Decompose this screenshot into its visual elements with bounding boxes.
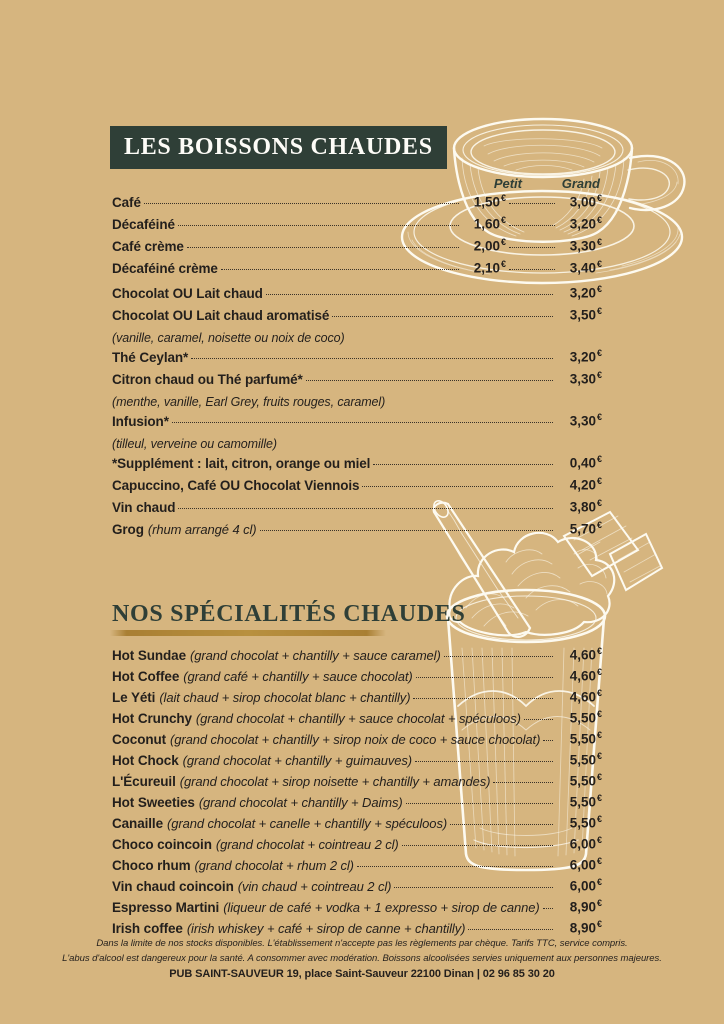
dotted-leader [221,269,459,270]
menu-item-name: Espresso Martini [112,899,220,915]
currency-symbol: € [500,237,506,247]
menu-item-description: (grand café + chantilly + sauce chocolat) [183,668,413,684]
currency-symbol: € [596,193,602,203]
menu-item-name: Vin chaud [112,499,176,515]
menu-item-price: 4,60€ [569,688,602,705]
menu-item-description: (grand chocolat + sirop noisette + chantilly + amandes) [179,773,491,789]
footer-address: PUB SAINT-SAUVEUR 19, place Saint-Sauveur 22100 Dinan | 02 96 85 30 20 [169,968,555,980]
menu-item-name: Infusion* [112,413,169,429]
currency-symbol: € [596,476,602,486]
menu-item-description: (grand chocolat + cointreau 2 cl) [215,836,399,852]
menu-item-description: (irish whiskey + café + sirop de canne + chantilly) [186,920,466,936]
menu-item-name: Hot Coffee [112,668,180,684]
menu-row [112,412,602,434]
menu-item-price: 3,30€ [569,412,602,429]
menu-row [112,520,602,542]
menu-item-name: Canaille [112,815,163,831]
dotted-leader [394,887,553,888]
menu-item-price: 3,30€ [569,370,602,387]
menu-row [112,814,602,835]
currency-symbol: € [596,454,602,464]
menu-item-price: 8,90€ [569,898,602,915]
menu-item-price: 5,50€ [569,709,602,726]
footer [0,936,724,983]
currency-symbol: € [596,877,602,887]
dotted-leader [543,908,553,909]
menu-item-description: (grand chocolat + chantilly + sirop noix de coco + sauce chocolat) [170,731,541,747]
currency-symbol: € [596,259,602,269]
dotted-leader [450,824,553,825]
menu-item-description: (grand chocolat + chantilly + guimauves) [182,752,413,768]
menu-item-description: (grand chocolat + chantilly + Daims) [198,794,403,810]
menu-item-price: 4,60€ [569,667,602,684]
menu-item-name: Hot Chock [112,752,179,768]
currency-symbol: € [596,646,602,656]
menu-item-price: 8,90€ [569,919,602,936]
menu-row [112,877,602,898]
menu-item-price: 5,70€ [569,520,602,537]
currency-symbol: € [500,215,506,225]
menu-item-note: (vanille, caramel, noisette ou noix de coco) [112,331,345,345]
menu-row [112,284,602,306]
menu-row [112,772,602,793]
menu-row [112,215,602,237]
menu-item-name: Choco coincoin [112,836,212,852]
menu-item-price: 6,00€ [569,856,602,873]
menu-item-name: Café [112,194,141,210]
menu-item-name: Chocolat OU Lait chaud aromatisé [112,307,330,323]
dotted-leader [260,530,554,531]
currency-symbol: € [596,412,602,422]
currency-symbol: € [596,215,602,225]
menu-item-name: Capuccino, Café OU Chocolat Viennois [112,477,360,493]
currency-symbol: € [596,814,602,824]
menu-item-name: Hot Sweeties [112,794,195,810]
menu-item-description: (lait chaud + sirop chocolat blanc + chantilly) [159,689,411,705]
dotted-leader [191,358,553,359]
dotted-leader [144,203,459,204]
section-title-boissons-chaudes: LES BOISSONS CHAUDES [110,126,447,169]
currency-symbol: € [596,730,602,740]
autres-boissons-chaudes-list [112,284,602,542]
menu-row [112,667,602,688]
menu-item-note: (tilleul, verveine ou camomille) [112,437,277,451]
menu-row [112,306,602,328]
dotted-leader [509,225,555,226]
dotted-leader [524,719,553,720]
menu-row [112,454,602,476]
dotted-leader [415,761,553,762]
menu-item-name: L'Écureuil [112,773,176,789]
menu-item-price: 6,00€ [569,877,602,894]
currency-symbol: € [596,237,602,247]
menu-row [112,688,602,709]
dotted-leader [362,486,553,487]
dotted-leader [357,866,553,867]
section-title-underline-rule [110,630,386,636]
column-header-petit: Petit [493,176,522,191]
currency-symbol: € [596,284,602,294]
menu-item-price-petit: 1,50€ [473,193,506,210]
menu-item-price: 5,50€ [569,793,602,810]
menu-item-name: Le Yéti [112,689,156,705]
menu-item-price: 5,50€ [569,772,602,789]
menu-item-price: 0,40€ [569,454,602,471]
menu-item-price-grand: 3,40€ [569,259,602,276]
menu-item-description: (liqueur de café + vodka + 1 expresso + sirop de canne) [223,899,540,915]
menu-item-name: Chocolat OU Lait chaud [112,285,263,301]
menu-item-price-petit: 2,00€ [473,237,506,254]
currency-symbol: € [596,835,602,845]
menu-item-name: Décaféiné [112,216,175,232]
menu-item-name: Irish coffee [112,920,183,936]
menu-item-description: (rhum arrangé 4 cl) [147,521,257,537]
dotted-leader [178,225,459,226]
dotted-leader [416,677,553,678]
dotted-leader [543,740,553,741]
menu-item-price-petit: 1,60€ [473,215,506,232]
menu-row [112,856,602,877]
section-title-specialites-chaudes: NOS SPÉCIALITÉS CHAUDES [112,601,466,627]
menu-row [112,793,602,814]
menu-item-description: (grand chocolat + chantilly + sauce caramel) [190,647,441,663]
dotted-leader [402,845,553,846]
menu-item-name: Café crème [112,238,184,254]
footer-legal-line-1: Dans la limite de nos stocks disponibles. L'établissement n'accepte pas les règlements par chèque. Tarifs TTC, service compris. [96,938,628,949]
menu-row [112,751,602,772]
currency-symbol: € [596,793,602,803]
menu-item-description: (grand chocolat + canelle + chantilly + spéculoos) [166,815,448,831]
menu-item-price-petit: 2,10€ [473,259,506,276]
menu-item-price: 3,50€ [569,306,602,323]
menu-row [112,348,602,370]
menu-item-price-grand: 3,20€ [569,215,602,232]
menu-row [112,498,602,520]
dotted-leader [468,929,553,930]
menu-row [112,476,602,498]
dotted-leader [332,316,553,317]
currency-symbol: € [596,772,602,782]
menu-row [112,730,602,751]
currency-symbol: € [596,370,602,380]
currency-symbol: € [596,919,602,929]
menu-item-price: 4,20€ [569,476,602,493]
currency-symbol: € [596,898,602,908]
menu-item-price: 5,50€ [569,730,602,747]
menu-item-name: Vin chaud coincoin [112,878,234,894]
menu-item-name: Décaféiné crème [112,260,218,276]
menu-item-price: 6,00€ [569,835,602,852]
footer-legal-line-2: L'abus d'alcool est dangereux pour la santé. A consommer avec modération. Boissons alcoolisées servies uniquement aux personnes majeures. [62,953,662,964]
currency-symbol: € [596,667,602,677]
dotted-leader [406,803,553,804]
dotted-leader [509,269,555,270]
menu-item-name: Coconut [112,731,167,747]
dotted-leader [373,464,553,465]
dotted-leader [172,422,553,423]
dotted-leader [444,656,553,657]
dotted-leader [306,380,553,381]
currency-symbol: € [596,348,602,358]
menu-row [112,237,602,259]
menu-row [112,898,602,919]
menu-row [112,835,602,856]
menu-item-price-grand: 3,30€ [569,237,602,254]
dotted-leader [187,247,459,248]
dotted-leader [266,294,553,295]
menu-row [112,193,602,215]
menu-item-price: 3,20€ [569,348,602,365]
menu-row [112,370,602,392]
specialites-chaudes-list [112,646,602,940]
currency-symbol: € [596,498,602,508]
menu-item-price: 3,20€ [569,284,602,301]
currency-symbol: € [500,259,506,269]
menu-item-price: 3,80€ [569,498,602,515]
menu-item-name: Grog [112,521,144,537]
menu-row [112,259,602,281]
menu-item-name: *Supplément : lait, citron, orange ou miel [112,455,371,471]
menu-item-name: Hot Crunchy [112,710,192,726]
cafes-price-list [112,193,602,281]
menu-item-name: Hot Sundae [112,647,187,663]
currency-symbol: € [596,520,602,530]
dotted-leader [493,782,553,783]
currency-symbol: € [596,856,602,866]
currency-symbol: € [596,688,602,698]
menu-row [112,646,602,667]
dotted-leader [509,203,555,204]
menu-item-name: Choco rhum [112,857,191,873]
menu-item-note: (menthe, vanille, Earl Grey, fruits rouges, caramel) [112,395,386,409]
menu-item-price: 4,60€ [569,646,602,663]
menu-item-description: (grand chocolat + rhum 2 cl) [194,857,354,873]
currency-symbol: € [596,709,602,719]
menu-item-description: (vin chaud + cointreau 2 cl) [237,878,392,894]
menu-item-name: Thé Ceylan* [112,349,189,365]
currency-symbol: € [500,193,506,203]
menu-item-price: 5,50€ [569,814,602,831]
menu-item-name: Citron chaud ou Thé parfumé* [112,371,303,387]
menu-item-price-grand: 3,00€ [569,193,602,210]
currency-symbol: € [596,306,602,316]
column-header-grand: Grand [561,176,600,191]
dotted-leader [509,247,555,248]
dotted-leader [178,508,553,509]
currency-symbol: € [596,751,602,761]
menu-item-price: 5,50€ [569,751,602,768]
menu-item-description: (grand chocolat + chantilly + sauce chocolat + spéculoos) [195,710,521,726]
menu-row [112,709,602,730]
dotted-leader [413,698,553,699]
